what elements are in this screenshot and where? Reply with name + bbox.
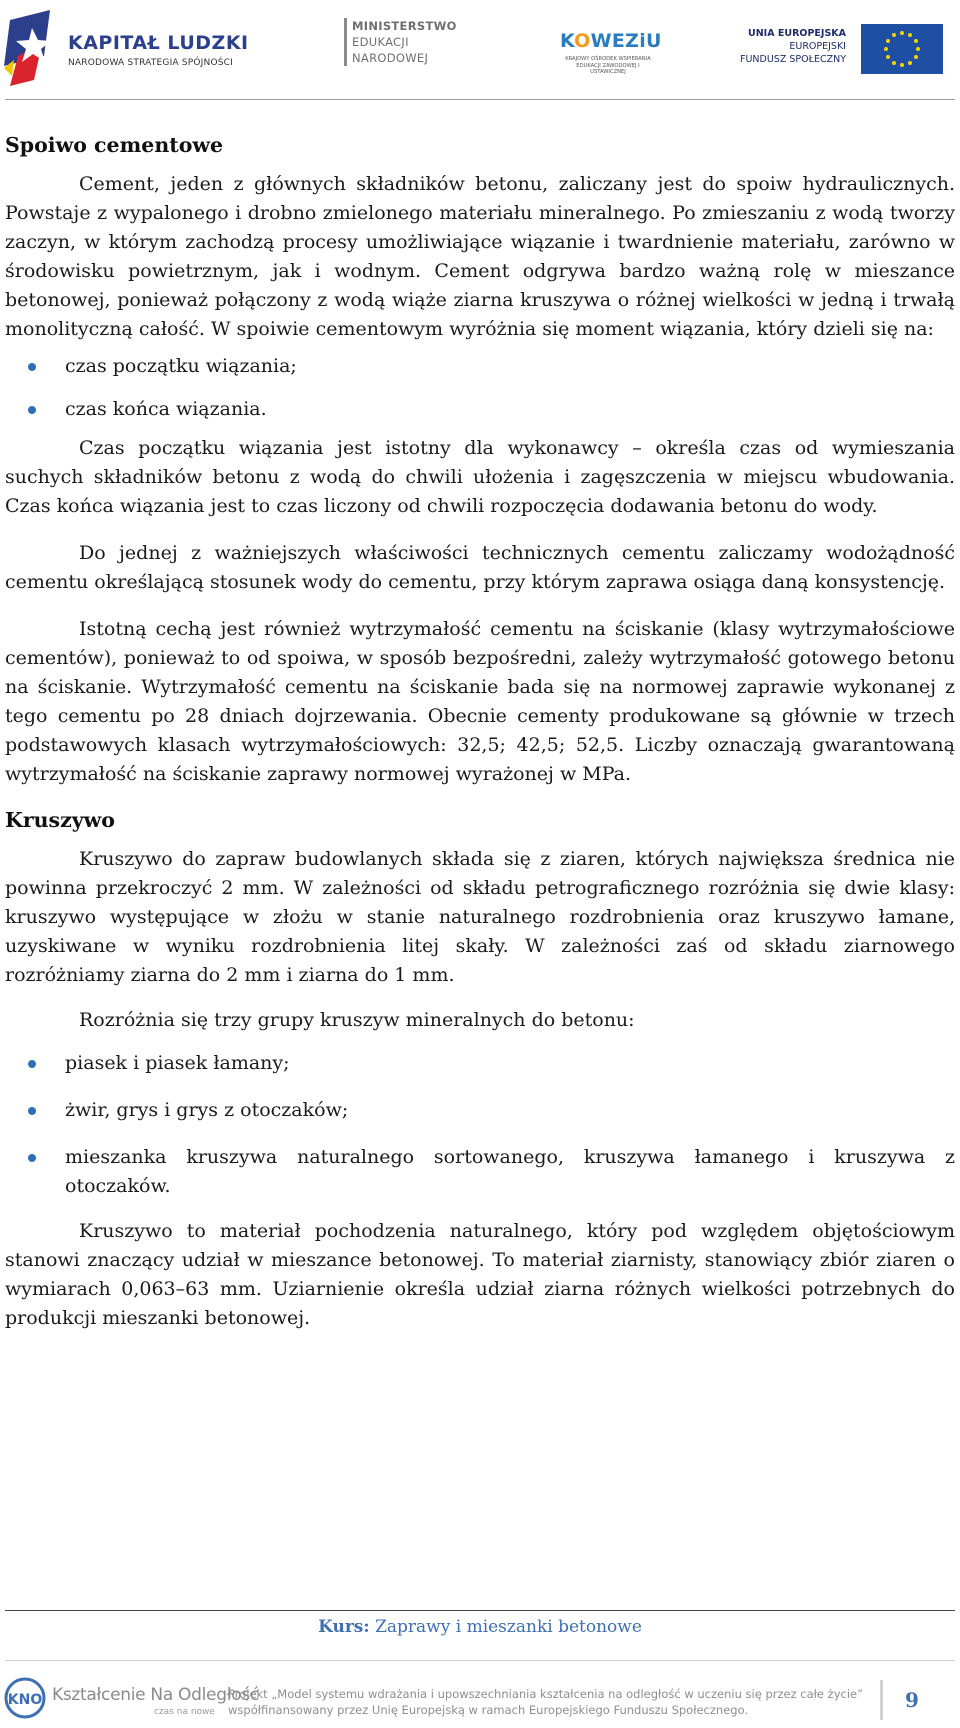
- eu-line-2: EUROPEJSKI: [789, 41, 846, 52]
- eu-logo: [740, 22, 958, 82]
- bullet-list-binding-times: [5, 352, 955, 424]
- project-info: [228, 1686, 868, 1718]
- paragraph-cement-intro: Cement, jeden z głównych składników betonu, zaliczany jest do spoiw hydraulicznych. Powstaje z wypalonego i drobno zmielonego materiału mineralnego. Po zmieszaniu z wodą tworzy zaczyn, w którym zachodzą procesy umożliwiające wiązanie i twardnienie materiału, zarówno w środowisku powietrznym, jak i wodnym. Cement odgrywa bardzo ważną rolę w mieszance betonowej, ponieważ połączony z wodą wiąże ziarna kruszywa o różnej wielkości w jedną i trwałą monolityczną całość. W spoiwie cementowym wyróżnia się moment wiązania, który dzieli się na:: [5, 173, 955, 340]
- paragraph-compressive-strength: Istotną cechą jest również wytrzymałość cementu na ściskanie (klasy wytrzymałościowe cementów), ponieważ to od spoiwa, w sposób bezpośredni, zależy wytrzymałość gotowego betonu na ściskanie. Wytrzymałość cementu na ściskanie bada się na normowej zaprawie wykonanej z tego cementu po 28 dniach dojrzewania. Obecnie cementy produkowane są głównie w trzech podstawowych klasach wytrzymałościowych: 32,5; 42,5; 52,5. Liczby oznaczają gwarantowaną wytrzymałość na ściskanie zaprawy normowej wyrażonej w MPa.: [5, 618, 955, 785]
- course-label: Kurs:: [318, 1617, 370, 1637]
- ministry-line-2: EDUKACJI: [352, 35, 409, 49]
- eu-flag-icon: [861, 24, 943, 74]
- footer-divider: [5, 1610, 955, 1611]
- bullet-icon: [28, 406, 36, 414]
- ministry-line-3: NARODOWEJ: [352, 51, 429, 65]
- list-item: mieszanka kruszywa naturalnego sortowanego, kruszywa łamanego i kruszywa z otoczaków.: [5, 1143, 955, 1201]
- list-item: żwir, grys i grys z otoczaków;: [5, 1096, 955, 1125]
- eu-line-1: UNIA EUROPEJSKA: [748, 28, 846, 39]
- ksztalcenie-na-odleglosc-logo: [4, 1677, 259, 1723]
- kapital-ludzki-logo: [4, 10, 249, 90]
- bullet-list-aggregate-groups: [5, 1049, 955, 1201]
- list-item: piasek i piasek łamany;: [5, 1049, 955, 1078]
- list-item: czas końca wiązania.: [5, 395, 955, 424]
- bullet-icon: [28, 1154, 36, 1162]
- svg-text:KNO: KNO: [7, 1692, 43, 1708]
- ministry-logo: [344, 18, 464, 78]
- kno-logo-icon: [4, 1677, 46, 1719]
- page-number: 9: [905, 1688, 919, 1712]
- course-name: Zaprawy i mieszanki betonowe: [375, 1617, 642, 1637]
- project-line-1: Projekt „Model systemu wdrażania i upowszechniania kształcenia na odległość w uczeniu się przez całe życie”: [228, 1687, 864, 1701]
- bullet-icon: [28, 1107, 36, 1115]
- header-divider: [5, 99, 955, 100]
- list-item: czas początku wiązania;: [5, 352, 955, 381]
- paragraph-aggregate-intro: Kruszywo do zapraw budowlanych składa się z ziaren, których największa średnica nie powinna przekroczyć 2 mm. W zależności od składu petrograficznego rozróżnia się dwie klasy: kruszywo występujące w złożu w stanie naturalnego rozdrobnienia oraz kruszywo łamane, uzyskiwane w wyniku rozdrobnienia litej skały. W zależności zaś od składu ziarnowego rozróżniamy ziarna do 2 mm i ziarna do 1 mm.: [5, 848, 955, 986]
- course-title: [0, 1617, 960, 1637]
- paragraph-aggregate-groups: Rozróżnia się trzy grupy kruszyw mineralnych do betonu:: [79, 1009, 635, 1031]
- page-header: [0, 0, 960, 100]
- knl-subtitle: czas na nowe: [154, 1707, 215, 1717]
- kapital-ludzki-emblem-icon: [4, 10, 64, 86]
- eu-line-3: FUNDUSZ SPOŁECZNY: [740, 54, 846, 65]
- kapital-ludzki-title: KAPITAŁ LUDZKI: [68, 32, 249, 54]
- kowezu-logo: KOWEZiU KRAJOWY OŚRODEK WSPIERANIA EDUKACJI ZAWODOWEJ I USTAWICZNEJ: [560, 30, 662, 75]
- bullet-icon: [28, 1060, 36, 1068]
- footer-separator: [880, 1680, 883, 1720]
- kowezu-subtitle: KRAJOWY OŚRODEK WSPIERANIA EDUKACJI ZAWODOWEJ I USTAWICZNEJ: [565, 56, 651, 75]
- ministry-line-1: MINISTERSTWO: [352, 19, 457, 33]
- knl-title: Kształcenie Na Odległość: [52, 1685, 259, 1705]
- document-body: [5, 130, 955, 1333]
- section-heading-kruszywo: Kruszywo: [5, 808, 115, 832]
- paragraph-binding-start: Czas początku wiązania jest istotny dla wykonawcy – określa czas od wymieszania suchych składników betonu z wodą do chwili ułożenia i zagęszczenia w miejscu wbudowania. Czas końca wiązania jest to czas liczony od chwili rozpoczęcia dodawania betonu do wody.: [5, 437, 955, 517]
- bullet-icon: [28, 363, 36, 371]
- paragraph-water-demand: Do jednej z ważniejszych właściwości technicznych cementu zaliczamy wodożądność cementu określającą stosunek wody do cementu, przy którym zaprawa osiąga daną konsystencję.: [5, 542, 955, 593]
- footer-divider-2: [5, 1660, 955, 1661]
- kapital-ludzki-subtitle: NARODOWA STRATEGIA SPÓJNOŚCI: [68, 58, 233, 68]
- section-heading-spoiwo: Spoiwo cementowe: [5, 133, 224, 157]
- paragraph-aggregate-material: Kruszywo to materiał pochodzenia naturalnego, który pod względem objętościowym stanowi znaczący udział w mieszance betonowej. To materiał ziarnisty, stanowiący zbiór ziaren o wymiarach 0,063–63 mm. Uziarnienie określa udział ziarna różnych wielkości potrzebnych do produkcji mieszanki betonowej.: [5, 1220, 955, 1329]
- project-line-2: współfinansowany przez Unię Europejską w ramach Europejskiego Funduszu Społecznego.: [228, 1703, 749, 1717]
